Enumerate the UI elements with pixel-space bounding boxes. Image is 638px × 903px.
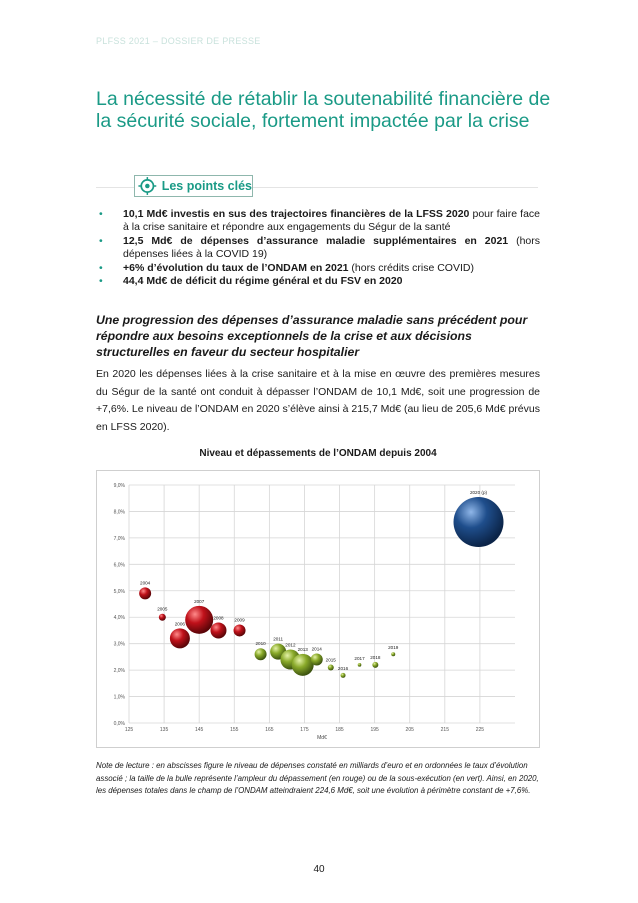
list-item <box>96 262 540 275</box>
x-tick-label: 195 <box>370 727 379 733</box>
bullet-icon: • <box>99 234 103 247</box>
bubble-label: 2014 <box>311 646 322 652</box>
bubble-label: 2020 (p) <box>469 490 488 496</box>
x-tick-label: 165 <box>265 727 274 733</box>
bubble-label: 2004 <box>140 580 151 586</box>
y-tick-label: 2,0% <box>113 668 125 675</box>
x-tick-label: 155 <box>230 727 239 733</box>
y-tick-label: 7,0% <box>113 535 125 542</box>
bubble-label: 2010 <box>255 641 266 647</box>
bubble-underrun <box>328 664 334 670</box>
bubble-label: 2008 <box>213 615 224 621</box>
bubble-label: 2015 <box>325 657 336 663</box>
x-tick-label: 135 <box>159 727 169 733</box>
bullet-icon: • <box>99 261 103 274</box>
bullet-bold: 44,4 Md€ de déficit du régime général et du FSV en 2020 <box>123 275 403 288</box>
bubble-overrun <box>170 628 190 648</box>
bubble-label: 2005 <box>157 606 168 612</box>
bubble-underrun <box>341 673 346 678</box>
bullet-text: (hors crédits crise COVID) <box>348 261 474 274</box>
bubble-overrun <box>234 624 246 636</box>
bubble-label: 2017 <box>354 656 365 662</box>
bubble-overrun <box>210 622 226 638</box>
key-points-list <box>96 208 540 288</box>
key-points-label: Les points clés <box>161 179 252 193</box>
key-points-badge <box>134 175 253 197</box>
bubble-label: 2011 <box>273 636 284 642</box>
x-tick-label: 205 <box>405 727 414 733</box>
x-tick-label: 225 <box>475 727 485 733</box>
bubble-underrun <box>391 652 395 656</box>
bubble-label: 2007 <box>194 598 205 604</box>
bubble-overrun <box>159 614 166 621</box>
section-heading: Une progression des dépenses d’assurance maladie sans précédent pour répondre aux besoins exceptionnels de la crise et aux décisions structurelles en faveur du secteur hospitalier <box>96 313 528 359</box>
bubble-underrun <box>311 654 323 666</box>
x-tick-label: 185 <box>335 727 344 733</box>
y-tick-label: 0,0% <box>113 721 125 727</box>
bullet-bold: 10,1 Md€ investis en sus des trajectoires financières de la LFSS 2020 <box>123 208 470 220</box>
x-tick-label: 125 <box>124 727 134 733</box>
x-axis-label: Md€ <box>317 735 327 741</box>
y-tick-label: 5,0% <box>113 588 125 595</box>
x-tick-label: 145 <box>195 727 204 733</box>
running-header: PLFSS 2021 – DOSSIER DE PRESSE <box>96 36 261 46</box>
body-paragraph: En 2020 les dépenses liées à la crise sanitaire et à la mise en œuvre des premières mesures du Ségur de la santé ont conduit à dépasser l’ONDAM de 10,1 Md€, soit une progression de +7,6%. Le niveau de l’ONDAM en 2020 s’élève ainsi à 215,7 Md€ (au lieu de 205,6 Md€ prévus en LFSS 2020). <box>96 368 540 433</box>
chart-frame <box>96 470 540 748</box>
bubble-label: 2009 <box>234 617 245 623</box>
y-tick-label: 9,0% <box>113 483 125 489</box>
x-tick-label: 175 <box>300 727 309 733</box>
bubble-overrun <box>185 606 213 634</box>
bubble-label: 2016 <box>337 665 349 671</box>
bubble-overrun <box>139 587 151 599</box>
list-item <box>96 235 540 262</box>
bubble-underrun <box>372 662 378 668</box>
bubble-label: 2012 <box>285 642 296 648</box>
target-icon <box>137 176 158 196</box>
bullet-icon: • <box>99 208 103 220</box>
chart-title: Niveau et dépassements de l’ONDAM depuis 2004 <box>199 448 437 459</box>
page-number: 40 <box>313 864 325 875</box>
bubble-chart <box>97 471 539 747</box>
bubble-label: 2018 <box>370 654 381 660</box>
reading-note: Note de lecture : en abscisses figure le niveau de dépenses constaté en milliards d’euro et en ordonnées le taux d’évolution associé ; la taille de la bulle représente l’ampleur du dépassement (en rouge) ou de la sous-exécution (en vert). Ainsi, en 2020, les dépenses totales dans le champ de l’ONDAM atteindraient 224,6 Md€, soit une évolution à périmètre constant de +7,6%. <box>96 761 539 796</box>
bullet-text: (hors dépenses liées à la COVID 19) <box>123 234 540 261</box>
bubble-underrun <box>292 654 314 676</box>
bubble-forecast <box>454 497 504 547</box>
bubble-label: 2013 <box>297 646 308 652</box>
y-tick-label: 4,0% <box>113 615 125 622</box>
x-tick-label: 215 <box>440 727 449 733</box>
list-item <box>96 275 540 288</box>
bubble-label: 2006 <box>174 621 185 627</box>
bubble-label: 2019 <box>388 645 399 651</box>
bullet-icon: • <box>99 275 103 288</box>
bullet-text: pour faire face à la crise sanitaire et répondre aux engagements du Ségur de la santé <box>123 208 540 234</box>
y-tick-label: 1,0% <box>113 694 125 701</box>
bubble-underrun <box>255 648 267 660</box>
page-title: La nécessité de rétablir la soutenabilité financière de la sécurité sociale, fortement impactée par la crise <box>96 88 551 132</box>
list-item <box>96 208 540 235</box>
y-tick-label: 3,0% <box>113 641 125 648</box>
bullet-bold: 12,5 Md€ de dépenses d’assurance maladie supplémentaires en 2021 <box>123 234 509 247</box>
y-tick-label: 6,0% <box>113 562 125 569</box>
y-tick-label: 8,0% <box>113 509 125 516</box>
bullet-bold: +6% d’évolution du taux de l’ONDAM en 2021 <box>123 261 349 274</box>
bubble-underrun <box>358 663 362 667</box>
